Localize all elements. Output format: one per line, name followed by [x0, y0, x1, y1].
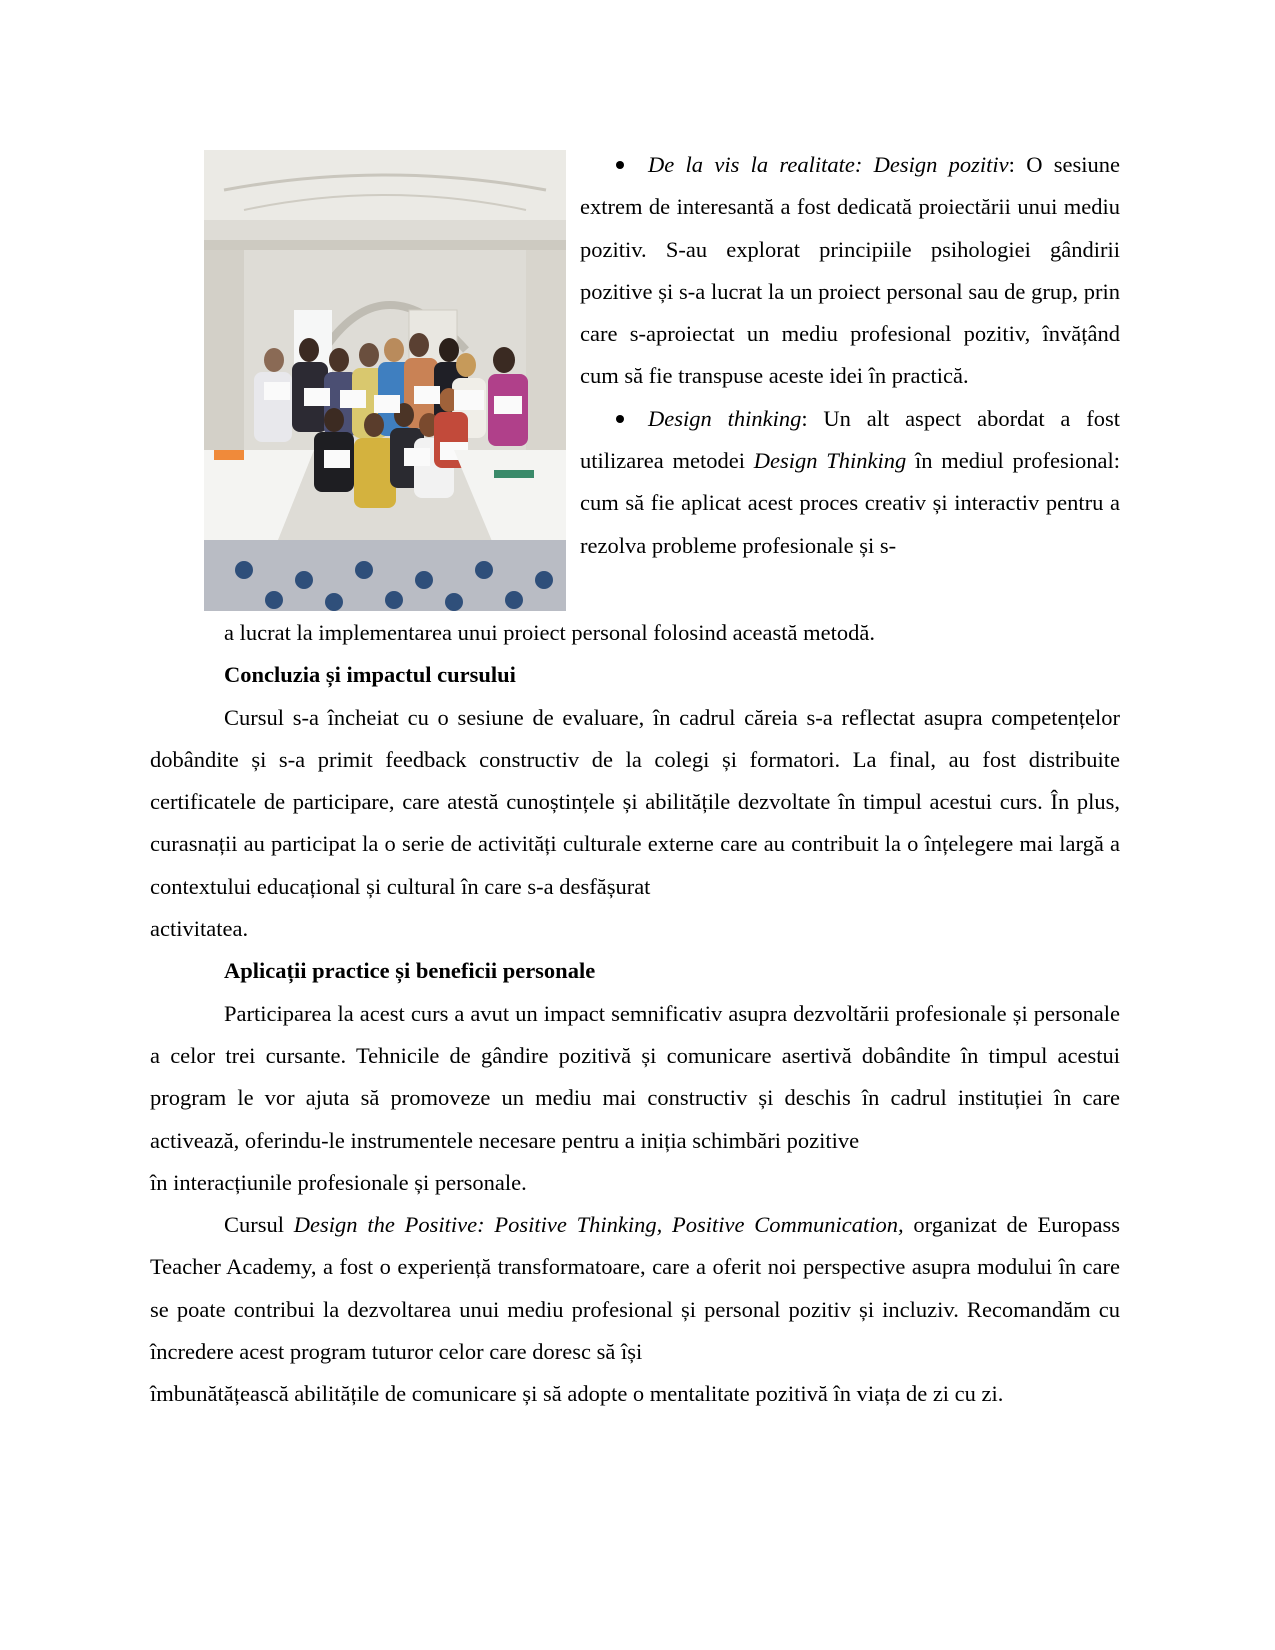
bullet-icon: [616, 415, 624, 423]
body-paragraph-end: activitatea.: [150, 916, 249, 942]
body-paragraph-end: îmbunătățească abilitățile de comunicare și să adopte o mentalitate pozitivă în viața de zi cu zi.: [150, 1381, 1004, 1407]
body-paragraph: [150, 1204, 1120, 1373]
bullet-italic-term: Design Thinking: [753, 448, 907, 474]
body-paragraph: Cursul s-a încheiat cu o sesiune de evaluare, în cadrul căreia s-a reflectat asupra competențelor dobândite și s-a primit feedback constructiv de la colegi și formatori. La final, au fost distribuite certificatele de participare, care atestă cunoștințele și abilitățile dezvoltate în timpul acestui curs. În plus, curasnații au participat la o serie de activități culturale externe care au contribuit la o înțelegere mai largă a contextului educațional și cultural în care s-a desfășurat: [150, 704, 1120, 899]
bullet-icon: [616, 161, 624, 169]
para-text: organizat de Europass Teacher Academy, a fost o experiență transformatoare, care a oferit noi perspective asupra modului în care se poate contribui la dezvoltarea unui mediu profesional și personal pozitiv și incluziv. Recomandăm cu încredere acest program tuturor celor care doresc să își: [150, 1212, 1121, 1365]
para-text: Cursul: [224, 1212, 294, 1238]
bullet-text: : O sesiune extrem de interesantă a fost dedicată proiectării unui mediu pozitiv. S-au explorat principiile psihologiei gândirii pozitive și s-a lucrat la un proiect personal sau de grup, prin care s-aproiectat un mediu profesional pozitiv, învățând cum să fie transpuse aceste idei în practică.: [580, 152, 1120, 389]
bullet-item: [580, 398, 1120, 567]
bullet-title: Design thinking: [648, 405, 802, 431]
course-title: Design the Positive: Positive Thinking, Positive Communication,: [293, 1212, 904, 1238]
group-photo-icon: [204, 150, 566, 611]
group-photo: [204, 150, 566, 611]
bullet-continuation: a lucrat la implementarea unui proiect personal folosind această metodă.: [224, 620, 875, 645]
body-paragraph: Participarea la acest curs a avut un impact semnificativ asupra dezvoltării profesionale și personale a celor trei cursante. Tehnicile de gândire pozitivă și comunicare asertivă dobândite în timpul acestui program le vor ajuta să promoveze un mediu mai constructiv și deschis în cadrul instituției în care activează, oferindu-le instrumentele necesare pentru a iniția schimbări pozitive: [150, 1000, 1120, 1153]
bullet-text: : Un alt aspect abordat a fost utilizarea metodei: [580, 405, 1120, 474]
section-heading: Aplicații practice și beneficii personale: [224, 958, 596, 984]
bullet-item: [580, 144, 1120, 398]
bullet-text: în mediul profesional: cum să fie aplicat acest proces creativ și interactiv pentru a rezolva probleme profesionale și s-: [580, 448, 1120, 558]
section-heading: Concluzia și impactul cursului: [224, 662, 516, 688]
body-paragraph-end: în interacțiunile profesionale și personale.: [150, 1169, 527, 1195]
bullet-title: De la vis la realitate: Design pozitiv: [648, 152, 1009, 177]
bullet-list: [580, 144, 1120, 567]
main-body: [150, 612, 1120, 1416]
